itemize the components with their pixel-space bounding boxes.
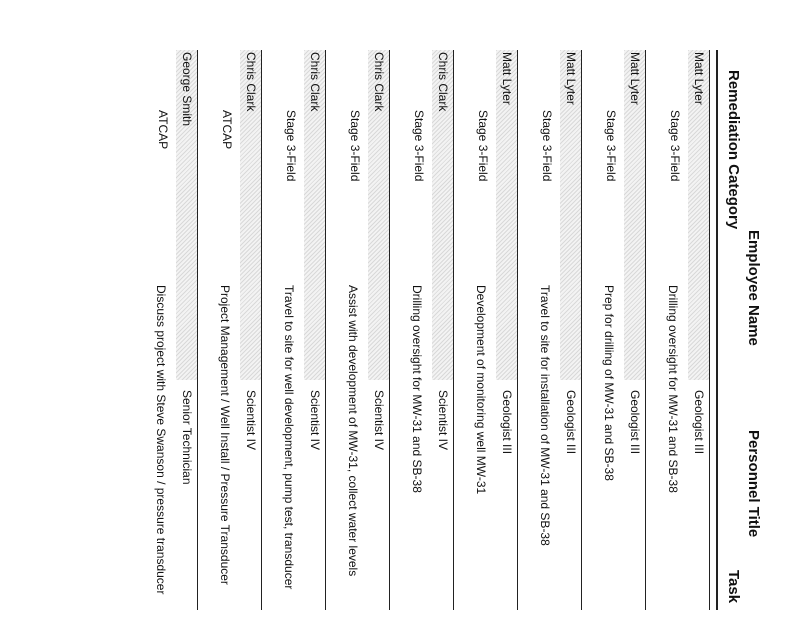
title-cell: Geologist III <box>500 390 514 455</box>
table-row <box>146 50 198 610</box>
employee-name-cell: Chris Clark <box>308 52 322 112</box>
title-cell: Senior Technician <box>180 390 194 485</box>
row-rule <box>645 50 646 610</box>
row-rule <box>709 50 710 610</box>
row-rule <box>517 50 518 610</box>
category-cell: Stage 3-Field <box>540 110 554 182</box>
category-cell: Stage 3-Field <box>412 110 426 182</box>
task-cell: Discuss project with Steve Swanson / pressure transducer <box>154 285 168 595</box>
title-cell: Scientist IV <box>372 390 386 451</box>
table-row <box>210 50 262 610</box>
category-cell: Stage 3-Field <box>604 110 618 182</box>
row-rule <box>261 50 262 610</box>
rotated-table <box>130 50 780 610</box>
table-row <box>338 50 390 610</box>
table-row <box>658 50 710 610</box>
task-cell: Development of monitoring well MW-31 <box>474 285 488 495</box>
header-task: Task <box>725 570 742 604</box>
task-cell: Drilling oversight for MW-31 and SB-38 <box>666 285 680 493</box>
title-cell: Scientist IV <box>436 390 450 451</box>
header-employee-name: Employee Name <box>745 230 762 346</box>
header-remediation-category: Remediation Category <box>725 70 742 230</box>
title-cell: Geologist III <box>564 390 578 455</box>
category-cell: ATCAP <box>220 110 234 150</box>
table-row <box>402 50 454 610</box>
title-cell: Scientist IV <box>308 390 322 451</box>
employee-name-cell: Chris Clark <box>372 52 386 112</box>
table-row <box>466 50 518 610</box>
title-cell: Geologist III <box>628 390 642 455</box>
employee-name-cell: Matt Lyter <box>564 52 578 105</box>
header-personnel-title: Personnel Title <box>745 430 762 538</box>
table-row <box>594 50 646 610</box>
header-rule <box>716 50 718 610</box>
employee-name-cell: Chris Clark <box>436 52 450 112</box>
task-cell: Project Management / Well Install / Pressure Transducer <box>218 285 232 585</box>
table-row <box>530 50 582 610</box>
task-cell: Drilling oversight for MW-31 and SB-38 <box>410 285 424 493</box>
category-cell: Stage 3-Field <box>476 110 490 182</box>
category-cell: Stage 3-Field <box>348 110 362 182</box>
title-cell: Geologist III <box>692 390 706 455</box>
task-cell: Travel to site for well development, pump test, transducer <box>282 285 296 590</box>
employee-name-cell: Matt Lyter <box>692 52 706 105</box>
employee-name-cell: Matt Lyter <box>500 52 514 105</box>
employee-name-cell: George Smith <box>180 52 194 127</box>
row-rule <box>325 50 326 610</box>
row-rule <box>197 50 198 610</box>
employee-name-cell: Chris Clark <box>244 52 258 112</box>
category-cell: Stage 3-Field <box>284 110 298 182</box>
row-rule <box>581 50 582 610</box>
task-cell: Assist with development of MW-31, collect water levels <box>346 285 360 577</box>
row-rule <box>389 50 390 610</box>
task-cell: Prep for drilling of MW-31 and SB-38 <box>602 285 616 481</box>
row-rule <box>453 50 454 610</box>
table-row <box>274 50 326 610</box>
title-cell: Scientist IV <box>244 390 258 451</box>
category-cell: Stage 3-Field <box>668 110 682 182</box>
category-cell: ATCAP <box>156 110 170 150</box>
task-cell: Travel to site for installation of MW-31 and SB-38 <box>538 285 552 546</box>
employee-name-cell: Matt Lyter <box>628 52 642 105</box>
